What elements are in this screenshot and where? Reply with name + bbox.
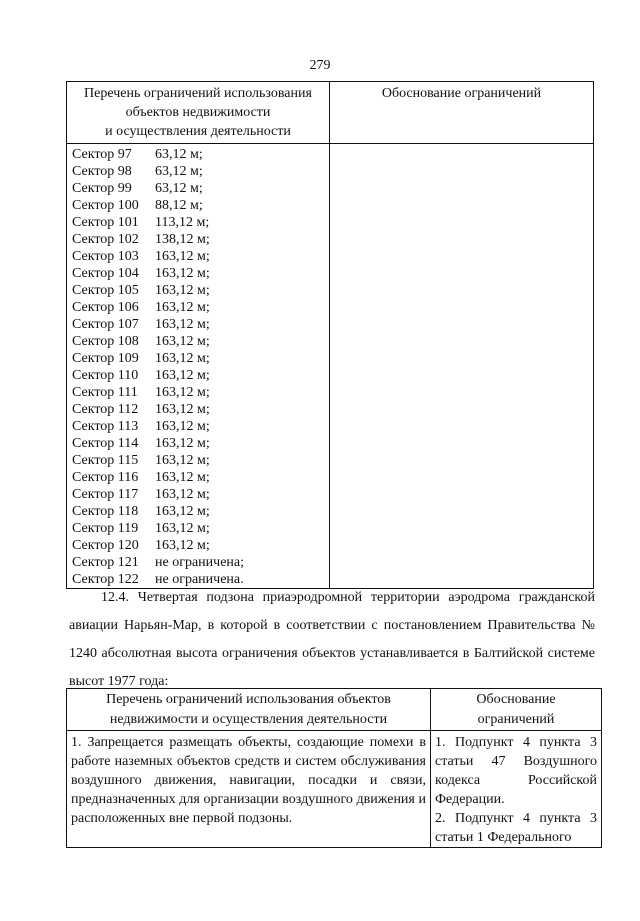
justification-cell — [330, 144, 594, 589]
sector-row — [72, 452, 329, 469]
paragraph-text: 12.4. Четвертая подзона приаэродромной территории аэродрома гражданской авиации Нарьян-Мар, в которой в соответствии с постановлением Правительства № 1240 абсолютная высота ограничения объектов устанавливается в Балтийской системе высот 1977 года: — [69, 590, 595, 689]
sector-height-value: 163,12 м; — [155, 283, 210, 298]
sector-name: Сектор 106 — [72, 300, 139, 315]
sector-row — [72, 469, 329, 486]
sector-name: Сектор 119 — [72, 521, 139, 536]
sector-name: Сектор 113 — [72, 419, 139, 434]
sector-row — [72, 554, 329, 571]
sector-name: Сектор 109 — [72, 351, 139, 366]
sector-row — [72, 418, 329, 435]
sector-row — [72, 401, 329, 418]
sector-height-value: 163,12 м; — [155, 487, 210, 502]
sector-row — [72, 435, 329, 452]
restriction-item-1: 1. Запрещается размещать объекты, создающие помехи в работе наземных объектов средств и систем обслуживания воздушного движения, навигации, посадки и связи, предназначенных для организации воздушного движения и расположенных вне первой подзоны. — [67, 731, 431, 848]
sector-name: Сектор 103 — [72, 249, 139, 264]
sector-name: Сектор 99 — [72, 181, 132, 196]
sector-height-value: 163,12 м; — [155, 317, 210, 332]
justification-ref-1: 1. Подпункт 4 пункта 3 статьи 47 Воздушного кодекса Российской Федерации. — [435, 735, 597, 807]
sector-name: Сектор 108 — [72, 334, 139, 349]
sector-row — [72, 265, 329, 282]
sector-height-value: 163,12 м; — [155, 385, 210, 400]
sector-height-value: не ограничена. — [155, 572, 244, 587]
sector-height-value: 163,12 м; — [155, 334, 210, 349]
sector-row — [72, 367, 329, 384]
sector-row — [72, 214, 329, 231]
sector-list — [67, 144, 330, 589]
sector-name: Сектор 98 — [72, 164, 132, 179]
sector-name: Сектор 120 — [72, 538, 139, 553]
sector-name: Сектор 105 — [72, 283, 139, 298]
sector-height-value: не ограничена; — [155, 555, 244, 570]
sector-height-value: 163,12 м; — [155, 300, 210, 315]
sector-name: Сектор 115 — [72, 453, 139, 468]
header-justification: Обоснование ограничений — [330, 82, 594, 144]
restrictions-table-subzone-4 — [66, 688, 602, 848]
sector-row — [72, 350, 329, 367]
sector-height-value: 163,12 м; — [155, 368, 210, 383]
table-header-row — [67, 82, 594, 144]
sector-row — [72, 248, 329, 265]
sector-height-value: 138,12 м; — [155, 232, 210, 247]
sector-name: Сектор 112 — [72, 402, 139, 417]
sector-name: Сектор 122 — [72, 572, 139, 587]
header-justification: Обоснование ограничений — [431, 689, 602, 731]
header-restrictions-list: Перечень ограничений использования объектов недвижимости и осуществления деятельности — [67, 82, 330, 144]
sector-name: Сектор 111 — [72, 385, 138, 400]
sector-name: Сектор 100 — [72, 198, 139, 213]
sector-name: Сектор 102 — [72, 232, 139, 247]
sector-height-value: 163,12 м; — [155, 538, 210, 553]
sector-height-value: 163,12 м; — [155, 402, 210, 417]
sector-row — [72, 231, 329, 248]
sector-row — [72, 316, 329, 333]
sector-height-value: 63,12 м; — [155, 181, 203, 196]
sector-row — [72, 163, 329, 180]
paragraph-12-4 — [69, 584, 595, 696]
sector-row — [72, 486, 329, 503]
table-row — [67, 731, 602, 848]
sector-height-value: 88,12 м; — [155, 198, 203, 213]
sector-name: Сектор 121 — [72, 555, 139, 570]
sector-row — [72, 520, 329, 537]
justification-refs — [431, 731, 602, 848]
sector-row — [72, 180, 329, 197]
sector-height-value: 113,12 м; — [155, 215, 210, 230]
table-header-row — [67, 689, 602, 731]
sector-name: Сектор 116 — [72, 470, 139, 485]
sector-row — [72, 384, 329, 401]
sector-row — [72, 146, 329, 163]
sector-name: Сектор 118 — [72, 504, 139, 519]
sector-height-value: 163,12 м; — [155, 504, 210, 519]
sector-name: Сектор 104 — [72, 266, 139, 281]
sector-row — [72, 299, 329, 316]
sector-height-value: 63,12 м; — [155, 164, 203, 179]
sector-name: Сектор 107 — [72, 317, 139, 332]
sector-height-value: 163,12 м; — [155, 470, 210, 485]
sector-row — [72, 282, 329, 299]
sector-row — [72, 503, 329, 520]
header-restrictions-list: Перечень ограничений использования объектов недвижимости и осуществления деятельности — [67, 689, 431, 731]
sector-row — [72, 197, 329, 214]
page-number: 279 — [309, 58, 331, 73]
justification-ref-2: 2. Подпункт 4 пункта 3 статьи 1 Федерального — [435, 811, 597, 845]
sector-height-value: 63,12 м; — [155, 147, 203, 162]
table-row — [67, 144, 594, 589]
sector-name: Сектор 97 — [72, 147, 132, 162]
sector-height-value: 163,12 м; — [155, 453, 210, 468]
sector-name: Сектор 101 — [72, 215, 139, 230]
sector-name: Сектор 117 — [72, 487, 139, 502]
restrictions-table-sectors — [66, 81, 594, 589]
sector-height-value: 163,12 м; — [155, 266, 210, 281]
sector-height-value: 163,12 м; — [155, 351, 210, 366]
sector-height-value: 163,12 м; — [155, 436, 210, 451]
sector-height-value: 163,12 м; — [155, 249, 210, 264]
sector-row — [72, 537, 329, 554]
sector-name: Сектор 114 — [72, 436, 139, 451]
sector-height-value: 163,12 м; — [155, 521, 210, 536]
sector-height-value: 163,12 м; — [155, 419, 210, 434]
sector-row — [72, 333, 329, 350]
sector-name: Сектор 110 — [72, 368, 139, 383]
